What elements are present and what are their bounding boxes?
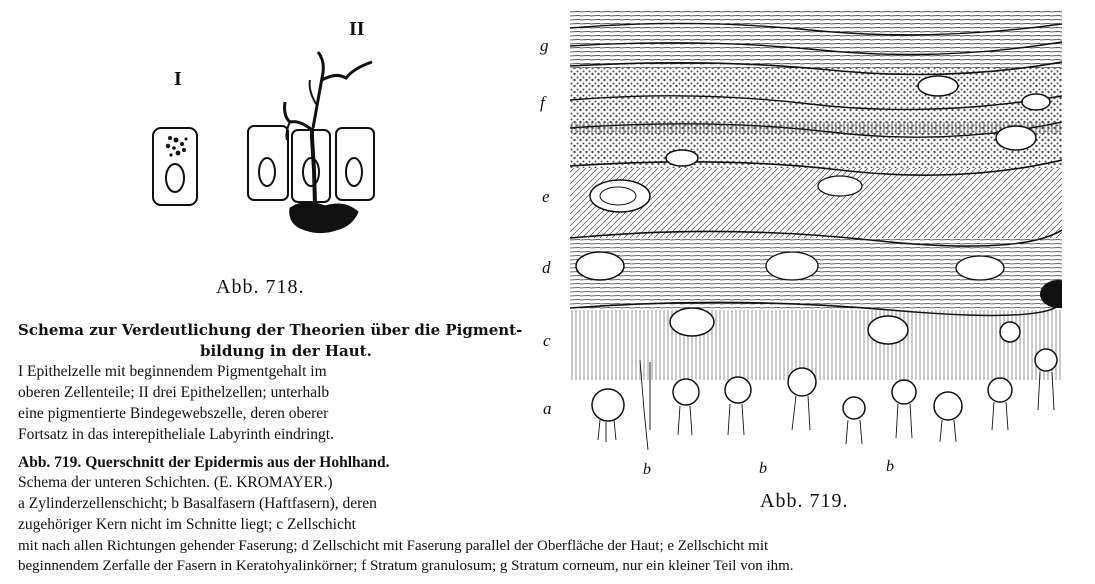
- figure-718-illustration: [140, 40, 400, 240]
- layer-label-g: g: [540, 36, 549, 55]
- figure-718-desc-line3: eine pigmentierte Bindegewebszelle, deren oberer: [18, 405, 329, 422]
- figure-718-label-I: I: [174, 68, 182, 90]
- figure-718-title-line1: Schema zur Verdeutlichung der Theorien über die Pigment-: [18, 321, 523, 339]
- figure-719-title-prefix: Abb. 719.: [18, 454, 82, 471]
- figure-719-desc-line5: beginnendem Zerfalle der Fasern in Keratohyalinkörner; f Stratum granulosum; g Stratum corneum, nur ein kleiner Teil von ihm.: [18, 558, 794, 574]
- layer-c-cells: [570, 308, 1062, 380]
- layer-label-c: c: [543, 331, 551, 350]
- layer-label-e: e: [542, 187, 550, 206]
- figure-718-label-II: II: [349, 18, 365, 40]
- figure-719-title-text: Querschnitt der Epidermis aus der Hohlhand.: [85, 454, 390, 471]
- pigmented-connective-tissue-cell: [285, 52, 372, 233]
- layer-g-stratum-corneum: [570, 10, 1062, 75]
- pigment-granules: [166, 136, 188, 157]
- figure-719-desc-line1: Schema der unteren Schichten. (E. KROMAYER.): [18, 474, 333, 491]
- figure-719-desc-line2: a Zylinderzellenschicht; b Basalfasern (Haftfasern), deren: [18, 495, 377, 512]
- basal-fiber-label-b1: b: [643, 461, 651, 478]
- figure-718-desc-line2: oberen Zellenteile; II drei Epithelzellen; unterhalb: [18, 384, 330, 401]
- figure-719-title: [18, 452, 390, 473]
- layer-f-stratum-granulosum: [570, 68, 1062, 175]
- layer-label-a: a: [543, 399, 552, 418]
- layer-label-f: f: [540, 93, 545, 112]
- figure-719-desc-line4: mit nach allen Richtungen gehender Faserung; d Zellschicht mit Faserung parallel der Oberfläche der Haut; e Zellschicht mit: [18, 538, 769, 554]
- basal-fiber-label-b2: b: [759, 460, 767, 477]
- figure-718-caption: Abb. 718.: [216, 276, 305, 298]
- figure-719-illustration: [570, 10, 1062, 455]
- layer-label-d: d: [542, 258, 551, 277]
- figure-718-desc-line4: Fortsatz in das interepitheliale Labyrinth eindringt.: [18, 426, 334, 443]
- layer-d-cells: [570, 238, 1062, 315]
- figure-719-desc-line3: zugehöriger Kern nicht im Schnitte liegt; c Zellschicht: [18, 516, 356, 533]
- figure-719-caption: Abb. 719.: [760, 490, 849, 512]
- basal-fiber-label-b3: b: [886, 458, 894, 475]
- figure-718-desc-line1: I Epithelzelle mit beginnendem Pigmentgehalt im: [18, 363, 327, 380]
- layer-e-cells: [570, 168, 1062, 246]
- figure-718-title-line2: bildung in der Haut.: [200, 342, 372, 360]
